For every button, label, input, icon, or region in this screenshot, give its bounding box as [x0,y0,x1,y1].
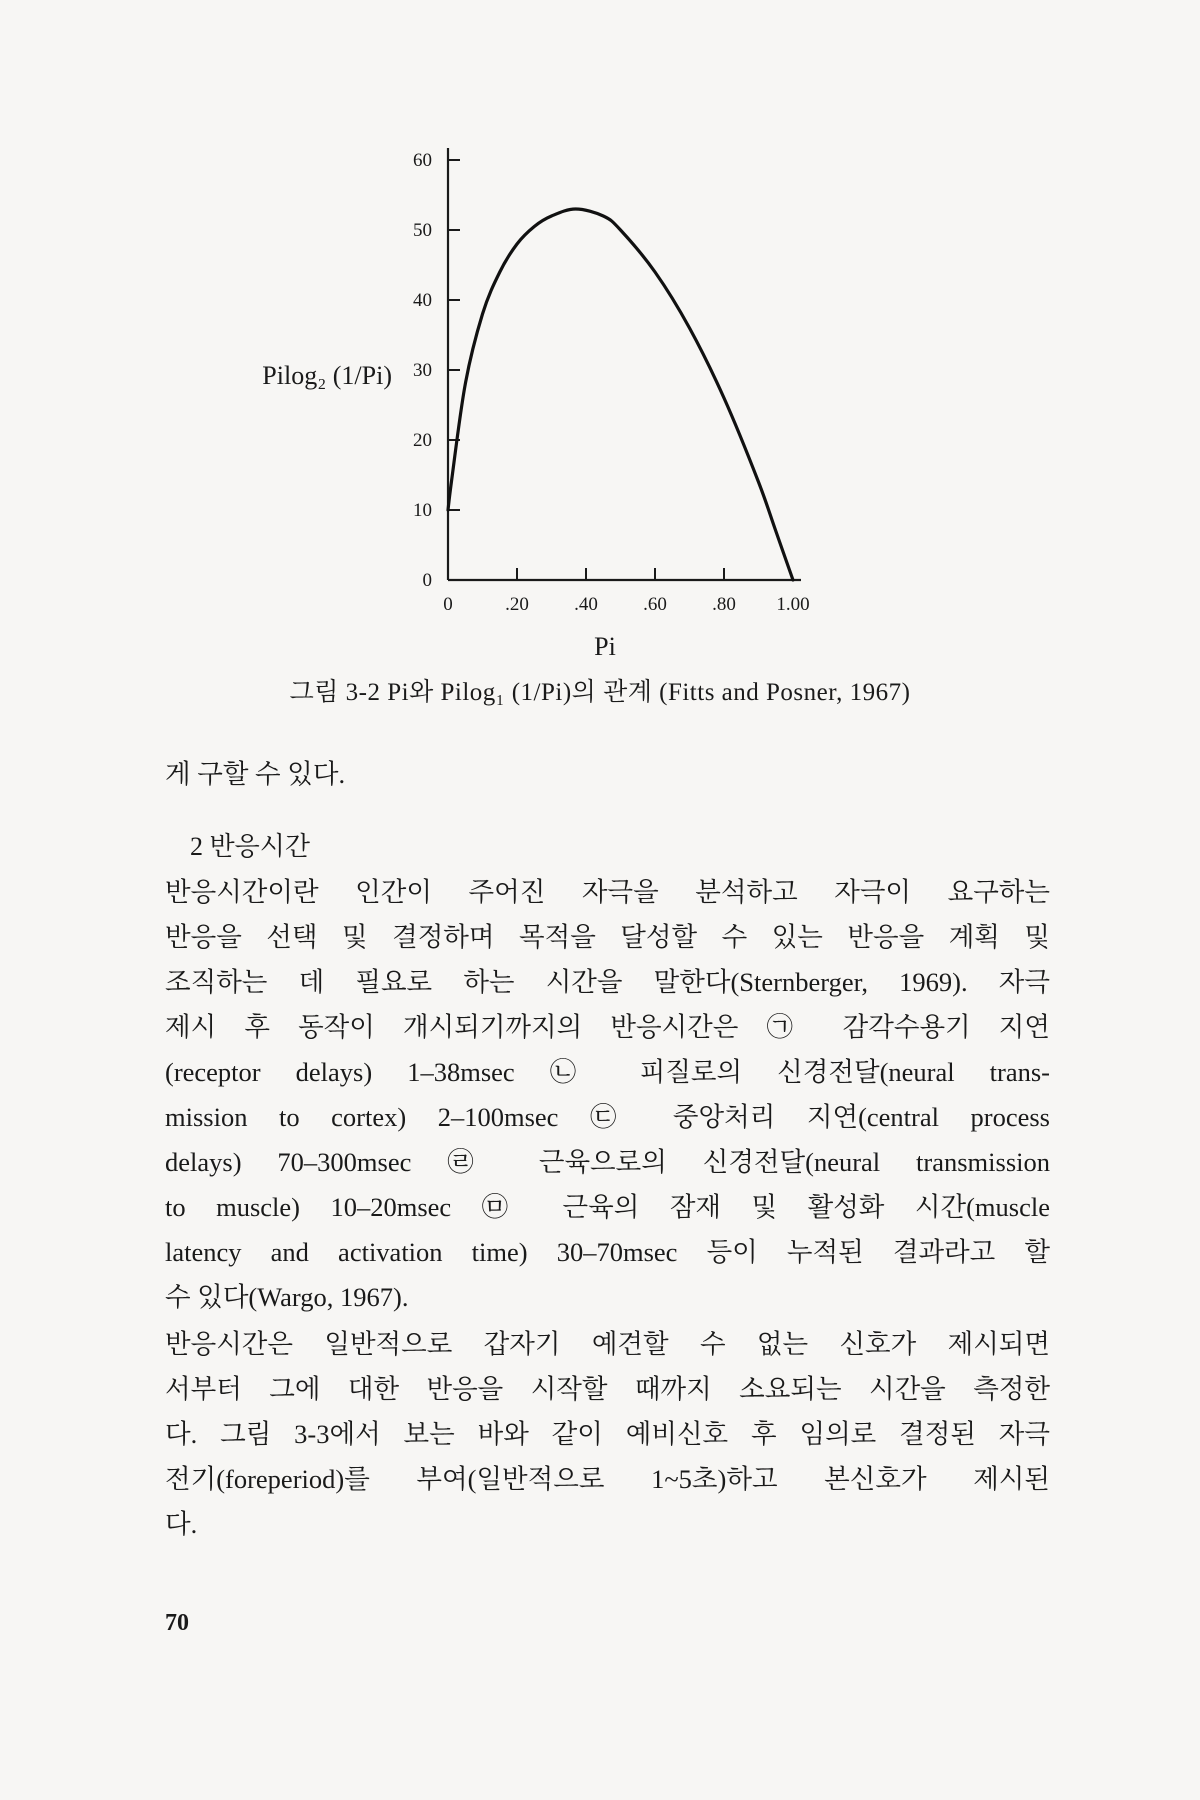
text-line: 조직하는 데 필요로 하는 시간을 말한다(Sternberger, 1969). 자극 [165,967,1050,997]
x-tick-label: .60 [643,594,667,615]
text-line: to muscle) 10–20msec ㉤ 근육의 잠재 및 활성화 시간(muscle [165,1192,1050,1222]
figure-caption: 그림 3-2 Pi와 Pilog₁ (1/Pi)의 관계 (Fitts and Posner, 1967) [289,679,911,706]
chart [0,0,1200,700]
x-axis-title: Pi [594,632,616,661]
text-line: 다. [165,1509,198,1539]
text-line: 반응시간은 일반적으로 갑자기 예견할 수 없는 신호가 제시되면 [165,1329,1050,1359]
section-heading: 2 반응시간 [190,832,310,861]
x-tick-label: .80 [712,594,736,615]
text-line: 수 있다(Wargo, 1967). [165,1282,409,1312]
continuation-line: 게 구할 수 있다. [165,759,346,789]
text-line: (receptor delays) 1–38msec ㉡ 피질로의 신경전달(neural trans- [165,1057,1050,1087]
y-tick-label: 50 [413,220,432,241]
text-line: 다. 그림 3-3에서 보는 바와 같이 예비신호 후 임의로 결정된 자극 [165,1419,1050,1449]
continuation-text [165,752,1050,797]
text-line: latency and activation time) 30–70msec 등이 누적된 결과라고 할 [165,1237,1050,1267]
y-tick-label: 40 [413,290,432,311]
text-line: 전기(foreperiod)를 부여(일반적으로 1~5초)하고 본신호가 제시된 [165,1464,1050,1494]
text-line: 반응시간이란 인간이 주어진 자극을 분석하고 자극이 요구하는 [165,877,1050,907]
x-tick-label: 1.00 [776,594,810,615]
x-tick-label: 0 [443,594,453,615]
text-line: 제시 후 동작이 개시되기까지의 반응시간은 ㉠ 감각수용기 지연 [165,1012,1050,1042]
text-line: mission to cortex) 2–100msec ㉢ 중앙처리 지연(central process [165,1102,1050,1132]
text-line: 반응을 선택 및 결정하며 목적을 달성할 수 있는 반응을 계획 및 [165,922,1050,952]
y-tick-label: 60 [413,150,432,171]
y-tick-label: 0 [422,570,432,591]
y-tick-label: 10 [413,500,432,521]
paragraph-reaction-time-measurement [165,1322,1050,1547]
text-line: 서부터 그에 대한 반응을 시작할 때까지 소요되는 시간을 측정한 [165,1374,1050,1404]
x-tick-label: .20 [505,594,529,615]
paragraph-reaction-time-definition [165,870,1050,1320]
data-curve [448,209,793,580]
text-line: delays) 70–300msec ㉣ 근육으로의 신경전달(neural transmission [165,1147,1050,1177]
y-tick-label: 20 [413,430,432,451]
x-tick-label: .40 [574,594,598,615]
y-axis-title: Pilog₂ (1/Pi) [262,361,392,390]
figure-3-2 [0,0,1200,720]
y-tick-label: 30 [413,360,432,381]
page-number: 70 [165,1610,189,1636]
